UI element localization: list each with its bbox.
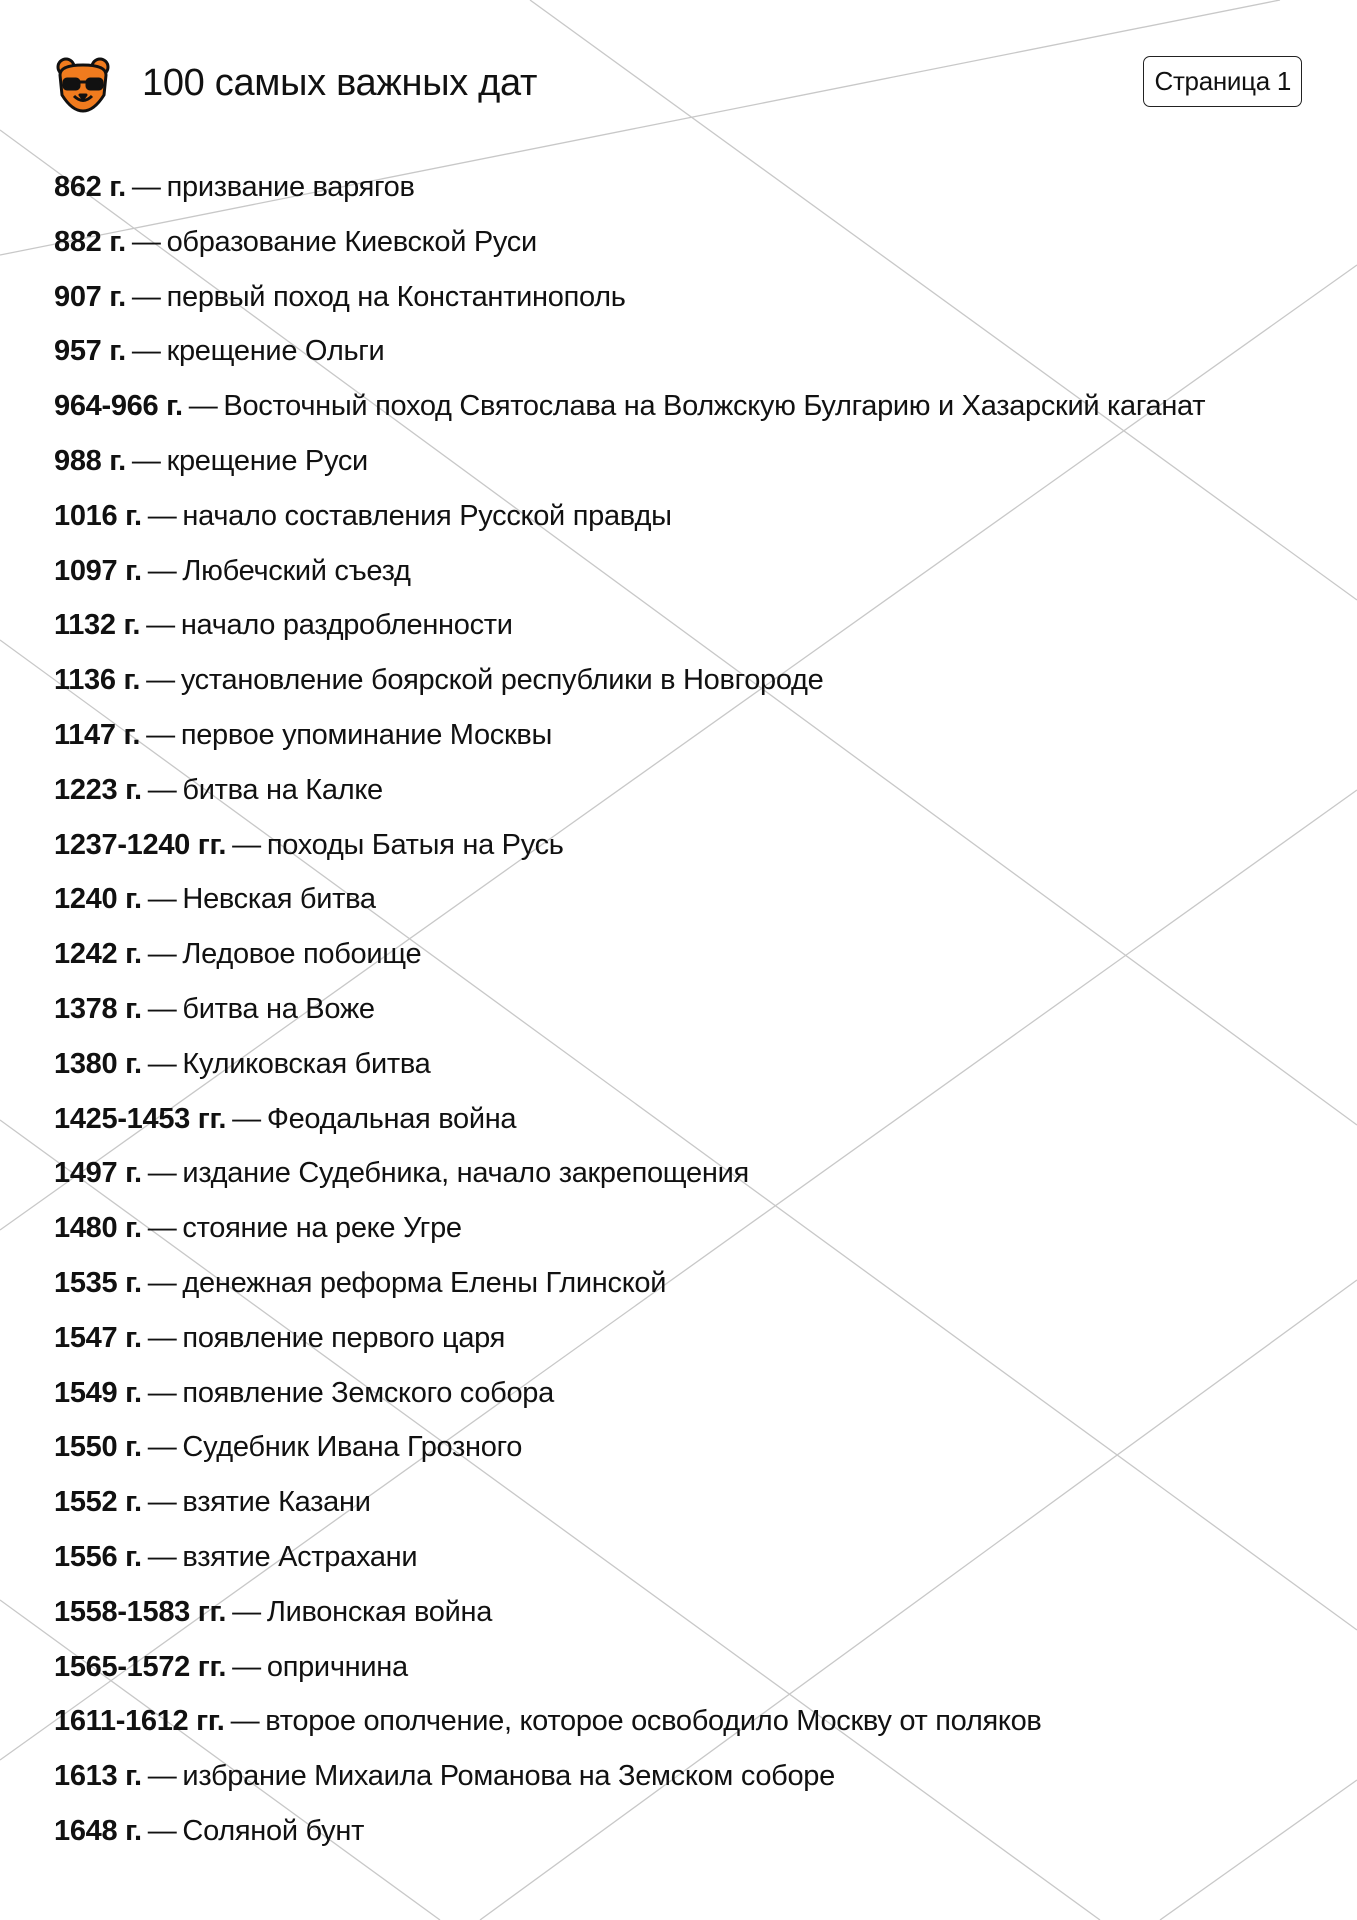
date-year: 882 г. — [54, 225, 126, 258]
date-entry — [54, 598, 1314, 653]
date-event: второе ополчение, которое освободило Москву от поляков — [265, 1705, 1042, 1738]
date-event: стояние на реке Угре — [182, 1212, 462, 1245]
date-separator: — — [232, 1650, 261, 1683]
date-separator: — — [147, 1157, 177, 1190]
bear-with-sunglasses-icon — [54, 55, 112, 113]
date-event: Куликовская битва — [182, 1047, 431, 1080]
date-year: 1136 г. — [54, 664, 141, 697]
date-year: 1425-1453 гг. — [54, 1102, 227, 1135]
date-event: издание Судебника, начало закрепощения — [182, 1157, 749, 1190]
date-event: установление боярской республики в Новгороде — [180, 664, 824, 697]
date-event: Соляной бунт — [182, 1814, 365, 1847]
date-year: 1097 г. — [54, 554, 142, 587]
date-event: начало раздробленности — [180, 609, 513, 642]
date-year: 1016 г. — [54, 499, 142, 532]
date-entry — [54, 982, 1314, 1037]
date-year: 1535 г. — [54, 1266, 142, 1299]
date-separator: — — [147, 1212, 177, 1245]
date-entry — [54, 818, 1314, 873]
date-separator: — — [232, 1102, 261, 1135]
date-year: 862 г. — [54, 171, 126, 203]
date-entry — [54, 544, 1314, 599]
date-entry — [54, 1804, 1314, 1859]
date-event: появление Земского собора — [182, 1376, 554, 1409]
date-event: образование Киевской Руси — [166, 225, 537, 258]
date-entry — [54, 1366, 1314, 1421]
date-year: 988 г. — [54, 444, 126, 477]
date-event: крещение Ольги — [166, 335, 385, 368]
date-entry — [54, 489, 1314, 544]
date-year: 1497 г. — [54, 1157, 142, 1190]
date-entry — [54, 324, 1314, 379]
date-event: взятие Казани — [182, 1486, 371, 1519]
date-separator: — — [147, 1431, 177, 1464]
date-year: 1558-1583 гг. — [54, 1595, 227, 1628]
date-separator: — — [146, 609, 175, 642]
date-separator: — — [146, 664, 175, 697]
date-separator: — — [188, 390, 218, 423]
date-year: 1380 г. — [54, 1047, 142, 1080]
date-separator: — — [146, 718, 175, 751]
date-entry — [54, 1749, 1314, 1804]
date-separator: — — [147, 1266, 177, 1299]
date-separator: — — [147, 554, 177, 587]
date-event: крещение Руси — [166, 444, 368, 477]
date-separator: — — [147, 1376, 177, 1409]
date-separator: — — [147, 773, 177, 806]
date-event: появление первого царя — [182, 1321, 506, 1354]
date-separator: — — [232, 828, 261, 861]
date-entry — [54, 379, 1314, 434]
date-year: 964-966 г. — [54, 390, 183, 423]
date-entry — [54, 763, 1314, 818]
date-entry — [54, 872, 1314, 927]
date-year: 1147 г. — [54, 718, 141, 751]
date-event: денежная реформа Елены Глинской — [182, 1266, 667, 1299]
date-year: 1648 г. — [54, 1814, 142, 1847]
date-separator: — — [147, 1760, 177, 1793]
date-year: 1565-1572 гг. — [54, 1650, 227, 1683]
date-entry — [54, 1037, 1314, 1092]
date-entry — [54, 270, 1314, 325]
date-entry — [54, 1694, 1314, 1749]
date-year: 1556 г. — [54, 1540, 142, 1573]
date-event: Ледовое побоище — [182, 938, 422, 971]
page-title: 100 самых важных дат — [142, 62, 538, 104]
date-separator: — — [147, 499, 177, 532]
date-entry — [54, 653, 1314, 708]
date-event: походы Батыя на Русь — [266, 828, 564, 861]
date-year: 957 г. — [54, 335, 126, 368]
date-entry — [54, 708, 1314, 763]
date-entry — [54, 1530, 1314, 1585]
date-event: битва на Воже — [182, 992, 375, 1025]
date-entry — [54, 1311, 1314, 1366]
date-event: Любечский съезд — [182, 554, 411, 587]
date-entry — [54, 1092, 1314, 1147]
page-number-badge: Страница 1 — [1143, 56, 1302, 107]
date-event: первое упоминание Москвы — [180, 718, 553, 751]
date-year: 1237-1240 гг. — [54, 828, 227, 861]
date-year: 1547 г. — [54, 1321, 142, 1354]
date-entry — [54, 215, 1314, 270]
date-separator: — — [147, 1540, 177, 1573]
date-year: 1223 г. — [54, 773, 142, 806]
date-separator: — — [147, 1047, 177, 1080]
date-separator: — — [131, 335, 161, 368]
header — [54, 52, 1302, 118]
date-entry — [54, 1475, 1314, 1530]
date-separator: — — [131, 171, 161, 203]
date-separator: — — [131, 225, 161, 258]
date-year: 1240 г. — [54, 883, 142, 916]
date-separator: — — [131, 280, 161, 313]
date-separator: — — [147, 992, 177, 1025]
date-entry — [54, 1585, 1314, 1640]
date-entry — [54, 160, 1314, 215]
date-separator: — — [147, 1486, 177, 1519]
date-separator: — — [230, 1705, 260, 1738]
date-event: избрание Михаила Романова на Земском соборе — [182, 1760, 835, 1793]
date-event: Ливонская война — [266, 1595, 493, 1628]
date-event: Феодальная война — [266, 1102, 517, 1135]
date-event: взятие Астрахани — [182, 1540, 418, 1573]
date-event: Восточный поход Святослава на Волжскую Булгарию и Хазарский каганат — [223, 390, 1206, 423]
date-year: 1132 г. — [54, 609, 141, 642]
date-event: Судебник Ивана Грозного — [182, 1431, 523, 1464]
date-year: 1378 г. — [54, 992, 142, 1025]
date-year: 1613 г. — [54, 1760, 142, 1793]
date-event: первый поход на Константинополь — [166, 280, 626, 313]
date-event: Невская битва — [182, 883, 376, 916]
date-event: начало составления Русской правды — [182, 499, 672, 532]
dates-list — [54, 160, 1314, 1859]
date-entry — [54, 1256, 1314, 1311]
date-event: битва на Калке — [182, 773, 383, 806]
date-event: призвание варягов — [166, 171, 415, 203]
date-entry — [54, 1201, 1314, 1256]
date-year: 1549 г. — [54, 1376, 142, 1409]
date-separator: — — [147, 1321, 177, 1354]
date-separator: — — [147, 1814, 177, 1847]
date-year: 1611-1612 гг. — [54, 1705, 225, 1738]
date-year: 1552 г. — [54, 1486, 142, 1519]
date-entry — [54, 434, 1314, 489]
date-year: 1480 г. — [54, 1212, 142, 1245]
date-entry — [54, 927, 1314, 982]
date-year: 907 г. — [54, 280, 126, 313]
date-separator: — — [147, 938, 177, 971]
date-year: 1242 г. — [54, 938, 142, 971]
date-separator: — — [131, 444, 161, 477]
date-separator: — — [232, 1595, 261, 1628]
date-event: опричнина — [266, 1650, 408, 1683]
date-year: 1550 г. — [54, 1431, 142, 1464]
date-entry — [54, 1640, 1314, 1695]
date-entry — [54, 1420, 1314, 1475]
date-separator: — — [147, 883, 177, 916]
date-entry — [54, 1146, 1314, 1201]
